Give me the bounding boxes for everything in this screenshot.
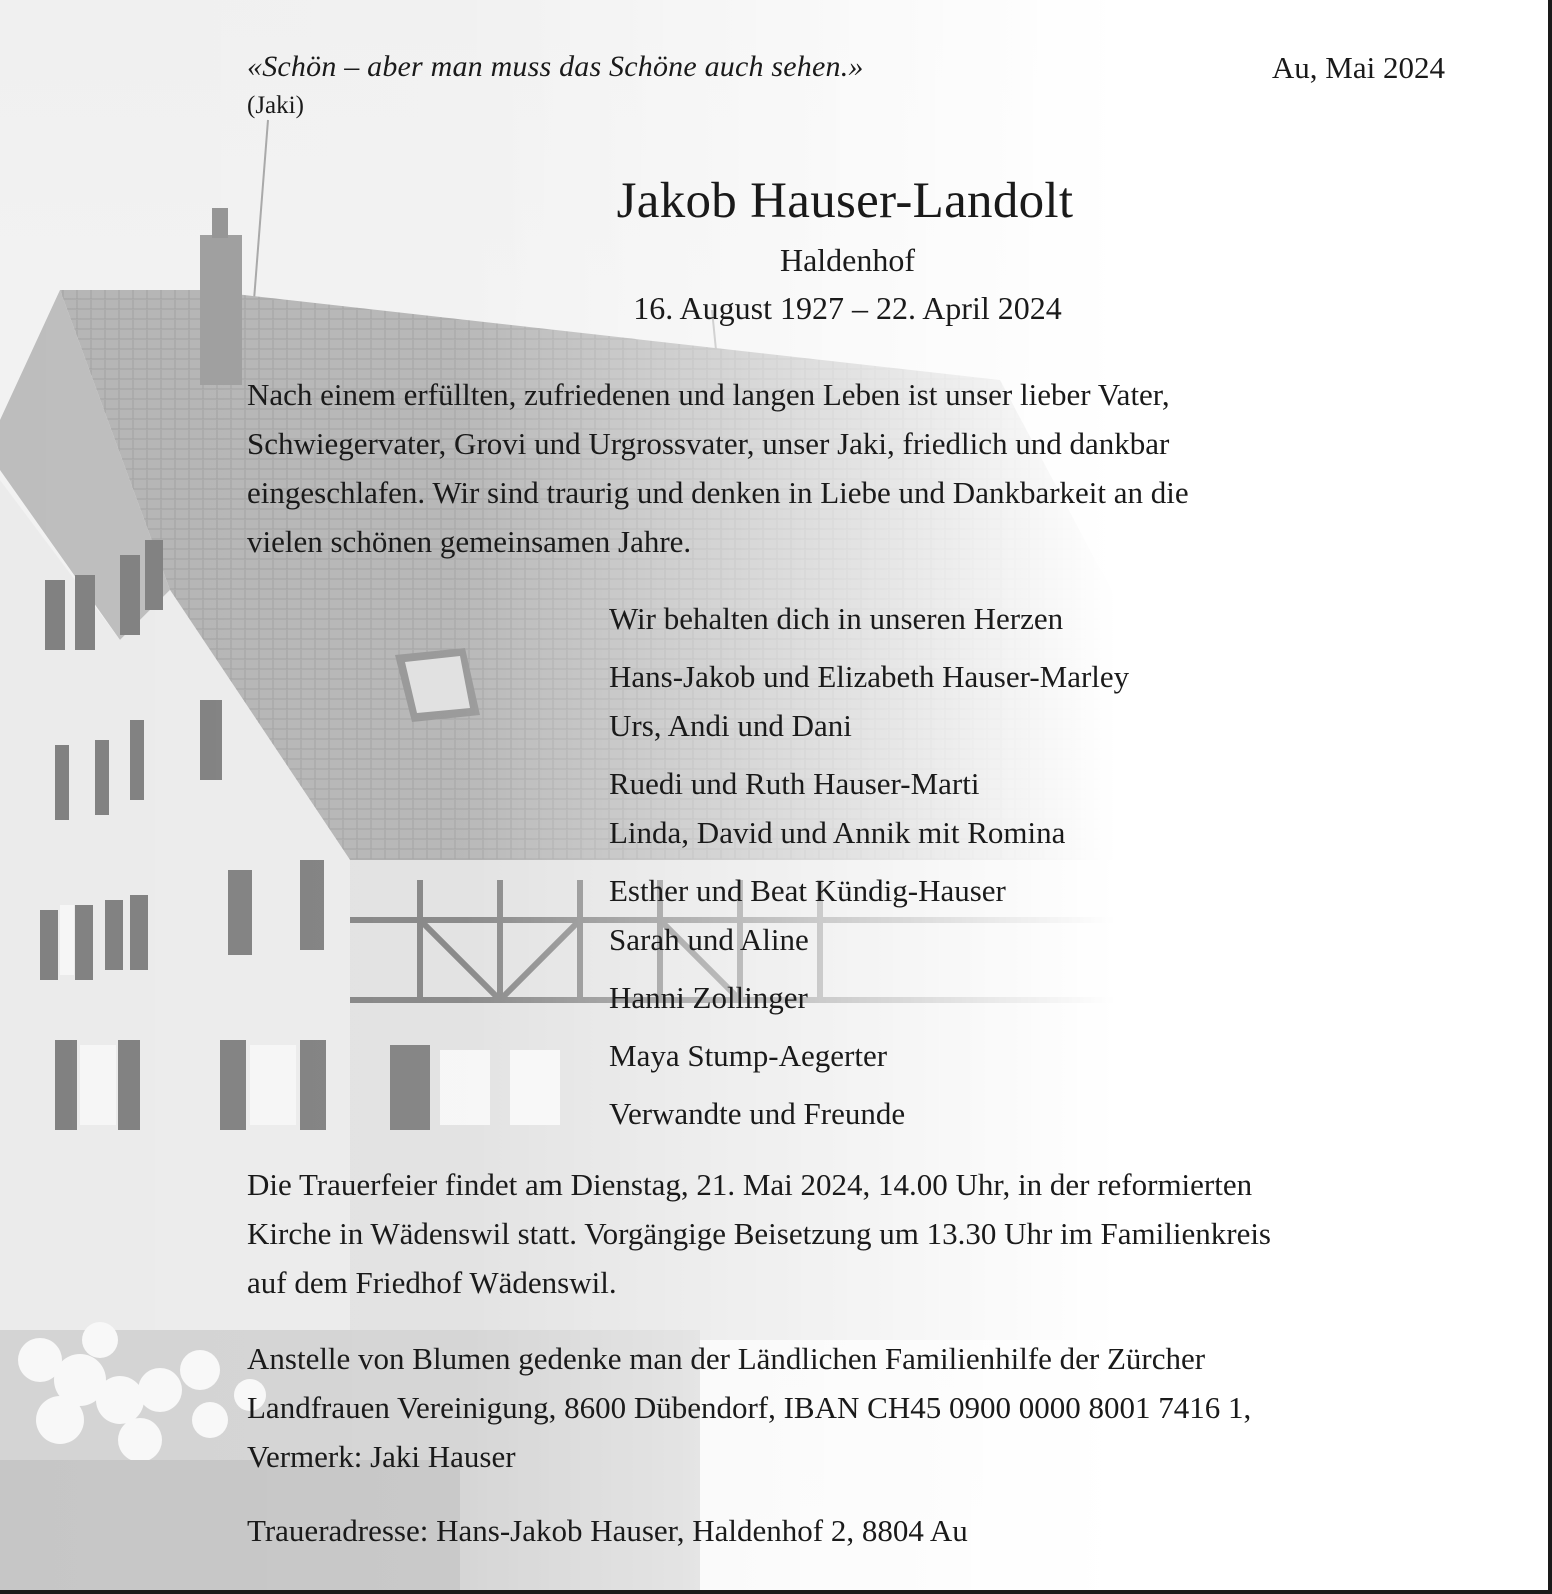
mourner-group xyxy=(609,973,1129,1022)
mourner-group xyxy=(609,652,1129,750)
funeral-line: auf dem Friedhof Wädenswil. xyxy=(247,1265,617,1300)
mourners-list xyxy=(609,594,1129,1147)
motto-author: (Jaki) xyxy=(247,92,304,119)
mourner-line: Hanni Zollinger xyxy=(609,980,808,1015)
mourner-line: Wir behalten dich in unseren Herzen xyxy=(609,601,1064,636)
donation-line: Vermerk: Jaki Hauser xyxy=(247,1439,516,1474)
mourner-line: Esther und Beat Kündig-Hauser xyxy=(609,873,1006,908)
mourner-line: Verwandte und Freunde xyxy=(609,1096,906,1131)
motto-quote: «Schön – aber man muss das Schöne auch sehen.» xyxy=(247,50,864,83)
place-date: Au, Mai 2024 xyxy=(1271,50,1445,85)
announcement-text xyxy=(247,370,1397,566)
mourner-line: Ruedi und Ruth Hauser-Marti xyxy=(609,766,980,801)
deceased-name: Jakob Hauser-Landolt xyxy=(616,173,1074,229)
mourner-line: Hans-Jakob und Elizabeth Hauser-Marley xyxy=(609,659,1130,694)
mourner-group xyxy=(609,866,1129,964)
donation-info xyxy=(247,1334,1397,1481)
funeral-info xyxy=(247,1160,1397,1307)
mourner-line: Linda, David und Annik mit Romina xyxy=(609,815,1066,850)
donation-line: Anstelle von Blumen gedenke man der Ländlichen Familienhilfe der Zürcher xyxy=(247,1341,1206,1376)
mourner-line: Urs, Andi und Dani xyxy=(609,708,852,743)
mourner-group xyxy=(609,759,1129,857)
mourners-intro xyxy=(609,594,1129,643)
funeral-line: Die Trauerfeier findet am Dienstag, 21. Mai 2024, 14.00 Uhr, in der reformierten xyxy=(247,1167,1253,1202)
donation-line: Landfrauen Vereinigung, 8600 Dübendorf, IBAN CH45 0900 0000 8001 7416 1, xyxy=(247,1390,1252,1425)
mourning-address: Traueradresse: Hans-Jakob Hauser, Haldenhof 2, 8804 Au xyxy=(247,1513,968,1548)
funeral-line: Kirche in Wädenswil statt. Vorgängige Beisetzung um 13.30 Uhr im Familienkreis xyxy=(247,1216,1271,1251)
announcement-line: Schwiegervater, Grovi und Urgrossvater, unser Jaki, friedlich und dankbar xyxy=(247,426,1170,461)
mourner-group xyxy=(609,1031,1129,1080)
mourner-group xyxy=(609,1089,1129,1138)
deceased-residence: Haldenhof xyxy=(779,242,916,278)
life-dates: 16. August 1927 – 22. April 2024 xyxy=(633,290,1062,326)
mourner-line: Sarah und Aline xyxy=(609,922,809,957)
announcement-line: eingeschlafen. Wir sind traurig und denken in Liebe und Dankbarkeit an die xyxy=(247,475,1189,510)
announcement-line: Nach einem erfüllten, zufriedenen und langen Leben ist unser lieber Vater, xyxy=(247,377,1170,412)
mourner-line: Maya Stump-Aegerter xyxy=(609,1038,888,1073)
announcement-line: vielen schönen gemeinsamen Jahre. xyxy=(247,524,692,559)
